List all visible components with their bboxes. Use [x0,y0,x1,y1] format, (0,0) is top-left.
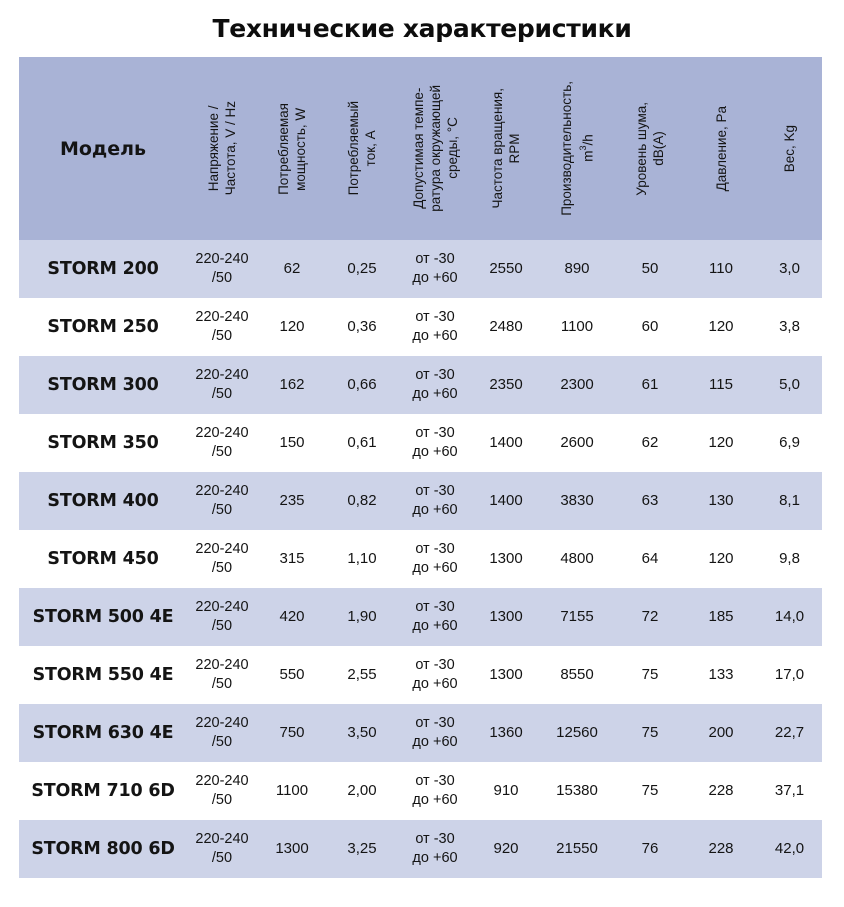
cell-power: 150 [279,434,305,451]
cell-noise: 63 [641,492,659,509]
cell-rpm: 1400 [489,434,523,451]
table-row [19,704,822,762]
header-rpm [473,57,539,240]
table-row [19,414,822,472]
cell-voltage-line-2: /50 [211,792,233,808]
cell-temperature-line-1: от -30 [415,541,455,557]
cell-airflow: 8550 [560,666,594,683]
cell-pressure: 120 [708,550,734,567]
cell-power: 550 [279,666,305,683]
table-body [19,240,822,878]
cell-model: STORM 300 [47,375,159,395]
cell-temperature [397,414,473,472]
cell-temperature-line-2: до +60 [412,792,458,808]
cell-temperature [397,820,473,878]
cell-airflow: 21550 [556,840,598,857]
cell-power: 1100 [275,782,309,799]
cell-voltage-line-1: 220-240 [195,425,249,441]
header-temperature-label: Допустимая темпе- ратура окружающей среды, °С [410,85,460,212]
cell-noise: 61 [641,376,659,393]
cell-noise: 62 [641,434,659,451]
header-airflow [539,57,615,240]
header-airflow-unit-base: m [580,151,596,163]
cell-model: STORM 800 6D [31,839,175,859]
cell-voltage-line-2: /50 [211,386,233,402]
cell-weight: 8,1 [779,492,800,509]
cell-voltage-line-2: /50 [211,502,233,518]
cell-voltage-line-1: 220-240 [195,657,249,673]
cell-pressure: 115 [709,376,733,393]
cell-noise: 75 [641,724,659,741]
cell-voltage [187,646,257,704]
cell-voltage-line-2: /50 [211,618,233,634]
cell-noise: 60 [641,318,659,335]
header-power-label: Потребляемая мощность, W [276,102,308,195]
header-current-label: Потребляемый ток, А [346,101,378,196]
header-pressure [685,57,757,240]
cell-temperature-line-1: от -30 [415,715,455,731]
header-noise [615,57,685,240]
header-noise-label: Уровень шума, dB(A) [634,101,666,196]
header-airflow-unit-tail: /h [580,134,596,146]
cell-weight: 17,0 [774,666,805,683]
cell-temperature-line-2: до +60 [412,560,458,576]
table-row [19,356,822,414]
cell-voltage-line-2: /50 [211,328,233,344]
cell-pressure: 200 [708,724,734,741]
cell-weight: 3,0 [779,260,800,277]
cell-current: 2,00 [347,782,377,799]
cell-noise: 75 [641,782,659,799]
cell-voltage-line-1: 220-240 [195,715,249,731]
header-airflow-unit-sup: 3 [577,146,588,152]
header-voltage-label: Напряжение / Частота, V / Hz [206,101,238,196]
cell-weight: 9,8 [779,550,800,567]
cell-noise: 76 [641,840,659,857]
cell-current: 1,10 [347,550,377,567]
cell-temperature [397,356,473,414]
cell-voltage-line-1: 220-240 [195,541,249,557]
cell-pressure: 185 [708,608,734,625]
cell-pressure: 120 [708,434,734,451]
cell-voltage-line-1: 220-240 [195,309,249,325]
cell-voltage-line-1: 220-240 [195,831,249,847]
cell-weight: 22,7 [774,724,805,741]
cell-weight: 3,8 [779,318,800,335]
cell-pressure: 133 [708,666,734,683]
cell-current: 2,55 [347,666,377,683]
cell-voltage-line-2: /50 [211,676,233,692]
cell-rpm: 2480 [489,318,523,335]
table-row [19,472,822,530]
header-rpm-label: Частота вращения, RPM [490,88,522,209]
cell-power: 62 [283,260,301,277]
cell-model: STORM 350 [47,433,159,453]
cell-model: STORM 630 4E [32,723,174,743]
cell-rpm: 1360 [489,724,523,741]
cell-pressure: 120 [708,318,734,335]
cell-current: 0,36 [347,318,377,335]
table-row [19,240,822,298]
cell-temperature-line-2: до +60 [412,676,458,692]
cell-rpm: 1300 [489,666,523,683]
cell-weight: 14,0 [774,608,805,625]
header-row [19,57,822,240]
cell-temperature [397,762,473,820]
cell-voltage-line-2: /50 [211,270,233,286]
cell-power: 120 [279,318,305,335]
cell-voltage [187,472,257,530]
cell-noise: 72 [641,608,659,625]
cell-voltage [187,820,257,878]
header-power [257,57,327,240]
cell-voltage [187,356,257,414]
cell-weight: 5,0 [779,376,800,393]
cell-current: 0,25 [347,260,377,277]
cell-temperature-line-2: до +60 [412,734,458,750]
table-row [19,588,822,646]
cell-model: STORM 450 [47,549,159,569]
cell-weight: 37,1 [774,782,805,799]
header-weight-label: Вес, Kg [782,124,797,173]
cell-rpm: 2550 [489,260,523,277]
cell-voltage-line-1: 220-240 [195,483,249,499]
cell-rpm: 1300 [489,608,523,625]
cell-temperature-line-1: от -30 [415,367,455,383]
cell-temperature-line-2: до +60 [412,850,458,866]
cell-temperature-line-2: до +60 [412,328,458,344]
cell-voltage-line-1: 220-240 [195,599,249,615]
header-airflow-main: Производительность, [558,81,574,216]
cell-power: 1300 [275,840,309,857]
cell-voltage [187,762,257,820]
cell-noise: 64 [641,550,659,567]
cell-pressure: 228 [708,782,734,799]
cell-voltage [187,298,257,356]
cell-temperature-line-1: от -30 [415,599,455,615]
cell-temperature-line-2: до +60 [412,386,458,402]
specs-table [19,57,822,878]
cell-current: 0,66 [347,376,377,393]
cell-model: STORM 200 [47,259,159,279]
cell-voltage-line-1: 220-240 [195,251,249,267]
cell-airflow: 7155 [560,608,594,625]
cell-rpm: 1300 [489,550,523,567]
header-temperature [397,57,473,240]
cell-model: STORM 250 [47,317,159,337]
cell-model: STORM 500 4E [32,607,174,627]
cell-voltage-line-2: /50 [211,444,233,460]
cell-model: STORM 550 4E [32,665,174,685]
header-model: Модель [59,137,147,160]
cell-airflow: 890 [564,260,590,277]
cell-temperature-line-1: от -30 [415,251,455,267]
cell-voltage [187,704,257,762]
cell-temperature-line-2: до +60 [412,502,458,518]
table-row [19,646,822,704]
cell-voltage-line-2: /50 [211,560,233,576]
cell-temperature-line-2: до +60 [412,444,458,460]
cell-rpm: 1400 [489,492,523,509]
cell-temperature-line-1: от -30 [415,483,455,499]
table-header [19,57,822,240]
cell-rpm: 920 [493,840,519,857]
cell-rpm: 2350 [489,376,523,393]
cell-rpm: 910 [493,782,519,799]
cell-airflow: 15380 [556,782,598,799]
cell-voltage [187,530,257,588]
cell-power: 315 [279,550,305,567]
cell-voltage-line-2: /50 [211,734,233,750]
cell-airflow: 2300 [560,376,594,393]
header-voltage [187,57,257,240]
cell-current: 0,82 [347,492,377,509]
cell-airflow: 2600 [560,434,594,451]
cell-power: 235 [279,492,305,509]
cell-temperature-line-1: от -30 [415,831,455,847]
header-pressure-label: Давление, Pa [713,105,729,192]
cell-weight: 6,9 [779,434,800,451]
cell-temperature [397,646,473,704]
cell-temperature-line-1: от -30 [415,773,455,789]
table-row [19,762,822,820]
cell-airflow: 1100 [560,318,594,335]
header-current [327,57,397,240]
cell-current: 3,25 [347,840,377,857]
table-row [19,298,822,356]
cell-voltage-line-1: 220-240 [195,367,249,383]
cell-noise: 75 [641,666,659,683]
cell-temperature [397,298,473,356]
cell-temperature-line-1: от -30 [415,309,455,325]
table-row [19,820,822,878]
cell-temperature-line-2: до +60 [412,270,458,286]
cell-temperature [397,530,473,588]
table-row [19,530,822,588]
cell-voltage [187,414,257,472]
header-weight [757,57,822,240]
cell-temperature [397,588,473,646]
cell-pressure: 130 [708,492,734,509]
cell-temperature-line-1: от -30 [415,657,455,673]
cell-voltage [187,240,257,298]
cell-pressure: 228 [708,840,734,857]
cell-current: 3,50 [347,724,377,741]
cell-power: 750 [279,724,305,741]
cell-airflow: 3830 [560,492,594,509]
cell-voltage-line-1: 220-240 [195,773,249,789]
cell-current: 0,61 [347,434,377,451]
cell-pressure: 110 [709,260,733,277]
cell-temperature [397,704,473,762]
cell-power: 420 [279,608,305,625]
cell-temperature-line-2: до +60 [412,618,458,634]
cell-noise: 50 [641,260,659,277]
header-airflow-label [558,81,597,216]
cell-temperature [397,240,473,298]
cell-voltage-line-2: /50 [211,850,233,866]
cell-power: 162 [279,376,305,393]
page-title: Технические характеристики [212,14,632,43]
cell-model: STORM 710 6D [31,781,175,801]
cell-temperature-line-1: от -30 [415,425,455,441]
cell-current: 1,90 [347,608,377,625]
cell-model: STORM 400 [47,491,159,511]
cell-airflow: 12560 [556,724,598,741]
cell-voltage [187,588,257,646]
cell-airflow: 4800 [560,550,594,567]
cell-weight: 42,0 [774,840,805,857]
cell-temperature [397,472,473,530]
